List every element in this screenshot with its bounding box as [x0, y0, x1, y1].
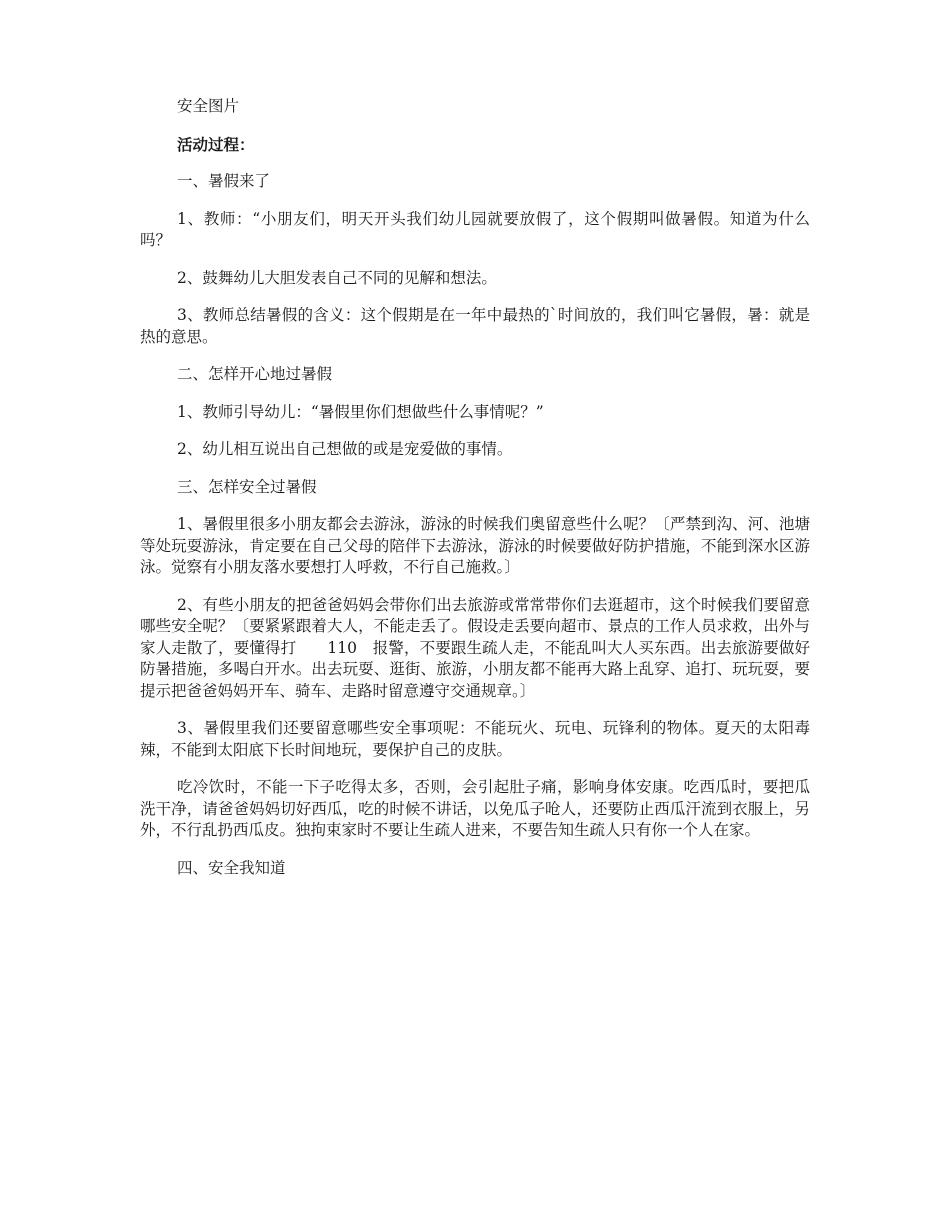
paragraph: 1、暑假里很多小朋友都会去游泳，游泳的时候我们奥留意些什么呢？〔严禁到沟、河、池塘等处玩耍游泳，肯定要在自己父母的陪伴下去游泳，游泳的时候要做好防护措施，不能到深水区游泳。觉察有小朋友落水要想打人呼救，不行自己施救。〕 — [140, 515, 810, 576]
paragraph: 1、教师引导幼儿：“暑假里你们想做些什么事情呢？” — [177, 402, 544, 421]
paragraph: 2、幼儿相互说出自己想做的或是宠爱做的事情。 — [177, 440, 513, 458]
paragraph: 3、教师总结暑假的含义：这个假期是在一年中最热的`时间放的，我们叫它暑假，暑：就是热的意思。 — [140, 306, 810, 346]
section-heading-process: 活动过程： — [177, 134, 255, 154]
paragraph: 吃冷饮时，不能一下子吃得太多，否则，会引起肚子痛，影响身体安康。吃西瓜时，要把瓜洗干净，请爸爸妈妈切好西瓜，吃的时候不讲话，以免瓜子呛人，还要防止西瓜汗流到衣服上，另外，不行乱扔西瓜皮。独拘束家时不要让生疏人进来，不要告知生疏人只有你一个人在家。 — [140, 778, 810, 839]
section-heading-2: 二、怎样开心地过暑假 — [177, 365, 333, 383]
paragraph: 3、暑假里我们还要留意哪些安全事项呢：不能玩火、玩电、玩锋利的物体。夏天的太阳毒辣，不能到太阳底下长时间地玩，要保护自己的皮肤。 — [140, 719, 810, 759]
paragraph: 2、鼓舞幼儿大胆发表自己不同的见解和想法。 — [177, 268, 497, 287]
paragraph-title: 安全图片 — [177, 97, 240, 115]
document-body — [140, 96, 810, 895]
paragraph: 2、有些小朋友的把爸爸妈妈会带你们出去旅游或常常带你们去逛超市，这个时候我们要留意哪些安全呢？〔要紧紧跟着大人，不能走丢了。假设走丢要向超市、景点的工作人员求救，出外与家人走散了，要懂得打 110 报警，不要跟生疏人走，不能乱叫大人买东西。出去旅游要做好防暑措施，多喝白开水。出去玩耍、逛街、旅游，小朋友都不能再大路上乱穿、追打、玩玩耍，要提示把爸爸妈妈开车、骑车、走路时留意遵守交通规章。〕 — [140, 595, 810, 700]
section-heading-4: 四、安全我知道 — [177, 858, 286, 877]
section-heading-3: 三、怎样安全过暑假 — [177, 477, 317, 496]
section-heading-1: 一、暑假来了 — [177, 172, 271, 190]
paragraph: 1、教师：“小朋友们，明天开头我们幼儿园就要放假了，这个假期叫做暑假。知道为什么吗？ — [140, 209, 810, 249]
